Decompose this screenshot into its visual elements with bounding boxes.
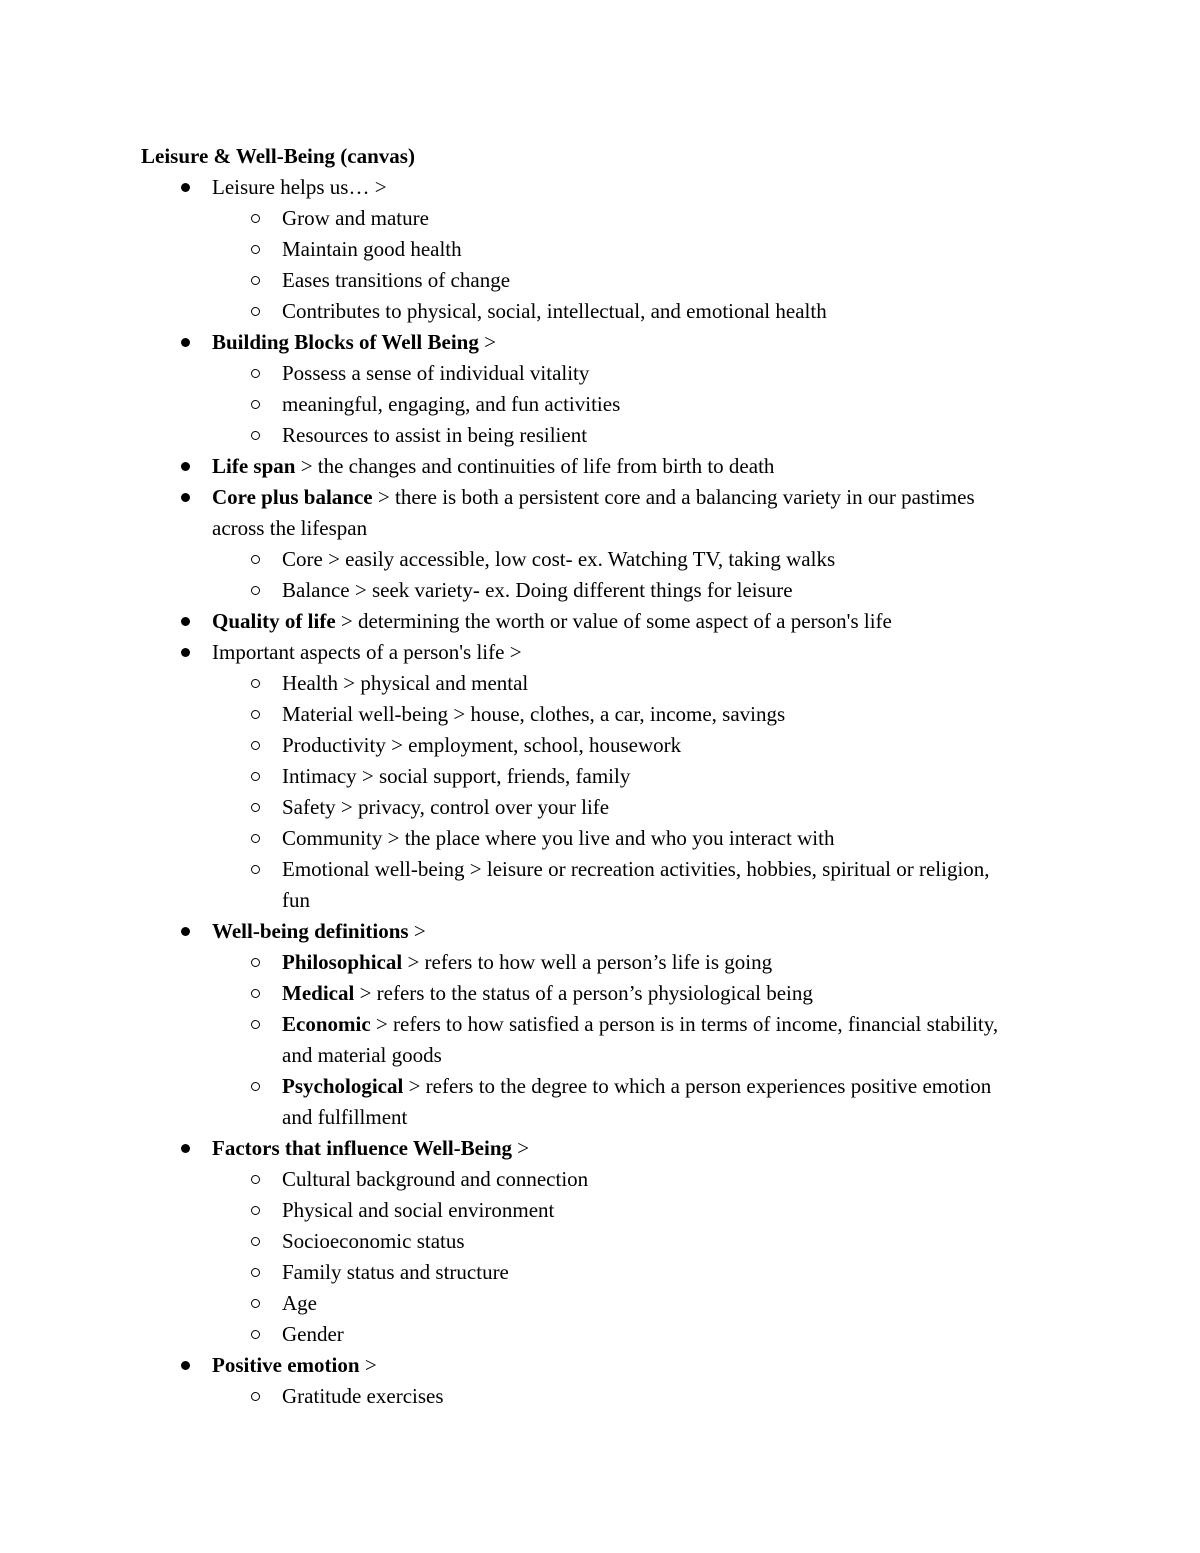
item-text: >: [408, 919, 426, 943]
item-term: Factors that influence Well-Being: [212, 1136, 512, 1160]
sub-list-item: [141, 1257, 1011, 1288]
item-text: > there is both a persistent core and a balancing variety in our pastimes across the lifespan: [212, 485, 975, 540]
hollow-bullet-icon: [251, 834, 260, 843]
hollow-bullet-icon: [251, 1020, 260, 1029]
sub-list-item: [141, 234, 1011, 265]
sub-list-item: [141, 1164, 1011, 1195]
hollow-bullet-icon: [251, 989, 260, 998]
item-text: Contributes to physical, social, intellectual, and emotional health: [282, 299, 827, 323]
hollow-bullet-icon: [251, 214, 260, 223]
list-item: [141, 172, 1011, 203]
filled-bullet-icon: [181, 617, 190, 626]
sub-list-item: [141, 854, 1011, 916]
hollow-bullet-icon: [251, 772, 260, 781]
hollow-bullet-icon: [251, 865, 260, 874]
hollow-bullet-icon: [251, 1392, 260, 1401]
hollow-bullet-icon: [251, 245, 260, 254]
item-text: Family status and structure: [282, 1260, 509, 1284]
hollow-bullet-icon: [251, 710, 260, 719]
list-item: [141, 916, 1011, 947]
list-item: [141, 451, 1011, 482]
sub-list-item: [141, 1381, 1011, 1412]
sub-list-item: [141, 761, 1011, 792]
sub-list-item: [141, 1319, 1011, 1350]
filled-bullet-icon: [181, 493, 190, 502]
item-text: > refers to how well a person’s life is going: [402, 950, 773, 974]
sub-list-item: [141, 420, 1011, 451]
sub-list-item: [141, 730, 1011, 761]
item-text: >: [478, 330, 496, 354]
sub-list-item: [141, 823, 1011, 854]
item-text: Community > the place where you live and who you interact with: [282, 826, 835, 850]
item-text: >: [359, 1353, 377, 1377]
hollow-bullet-icon: [251, 803, 260, 812]
item-term: Core plus balance: [212, 485, 373, 509]
list-item: [141, 327, 1011, 358]
list-item: [141, 606, 1011, 637]
sub-list-item: [141, 575, 1011, 606]
item-term: Well-being definitions: [212, 919, 409, 943]
hollow-bullet-icon: [251, 1175, 260, 1184]
filled-bullet-icon: [181, 338, 190, 347]
item-text: Safety > privacy, control over your life: [282, 795, 610, 819]
notes-list: [141, 172, 1011, 1412]
item-text: > the changes and continuities of life from birth to death: [295, 454, 775, 478]
item-text: Age: [282, 1291, 317, 1315]
item-text: meaningful, engaging, and fun activities: [282, 392, 621, 416]
item-text: Gratitude exercises: [282, 1384, 444, 1408]
list-item: [141, 637, 1011, 668]
list-item: [141, 482, 1011, 544]
item-term: Economic: [282, 1012, 371, 1036]
list-item: [141, 1350, 1011, 1381]
item-text: > refers to the status of a person’s physiological being: [354, 981, 813, 1005]
item-text: Resources to assist in being resilient: [282, 423, 588, 447]
item-text: > refers to how satisfied a person is in terms of income, financial stability, and material goods: [282, 1012, 999, 1067]
document-page: [141, 141, 1011, 1412]
item-text: > refers to the degree to which a person experiences positive emotion and fulfillment: [282, 1074, 992, 1129]
hollow-bullet-icon: [251, 307, 260, 316]
sub-list-item: [141, 1226, 1011, 1257]
item-text: Leisure helps us… >: [212, 175, 387, 199]
list-item: [141, 1133, 1011, 1164]
item-text: Physical and social environment: [282, 1198, 555, 1222]
item-text: Emotional well-being > leisure or recreation activities, hobbies, spiritual or religion, fun: [282, 857, 990, 912]
hollow-bullet-icon: [251, 1082, 260, 1091]
item-text: Productivity > employment, school, housework: [282, 733, 682, 757]
hollow-bullet-icon: [251, 276, 260, 285]
item-text: Maintain good health: [282, 237, 462, 261]
item-term: Building Blocks of Well Being: [212, 330, 479, 354]
hollow-bullet-icon: [251, 958, 260, 967]
sub-list-item: [141, 668, 1011, 699]
sub-list-item: [141, 1288, 1011, 1319]
hollow-bullet-icon: [251, 555, 260, 564]
filled-bullet-icon: [181, 1144, 190, 1153]
item-text: Health > physical and mental: [282, 671, 529, 695]
item-text: Important aspects of a person's life >: [212, 640, 522, 664]
hollow-bullet-icon: [251, 1268, 260, 1277]
sub-list-item: [141, 203, 1011, 234]
item-term: Philosophical: [282, 950, 403, 974]
filled-bullet-icon: [181, 927, 190, 936]
item-text: Possess a sense of individual vitality: [282, 361, 590, 385]
item-text: >: [512, 1136, 530, 1160]
item-text: Socioeconomic status: [282, 1229, 465, 1253]
hollow-bullet-icon: [251, 1237, 260, 1246]
hollow-bullet-icon: [251, 679, 260, 688]
hollow-bullet-icon: [251, 1206, 260, 1215]
sub-list-item: [141, 544, 1011, 575]
sub-list-item: [141, 358, 1011, 389]
item-text: Eases transitions of change: [282, 268, 511, 292]
item-text: Material well-being > house, clothes, a car, income, savings: [282, 702, 786, 726]
hollow-bullet-icon: [251, 369, 260, 378]
item-term: Life span: [212, 454, 296, 478]
hollow-bullet-icon: [251, 586, 260, 595]
sub-list-item: [141, 1071, 1011, 1133]
filled-bullet-icon: [181, 183, 190, 192]
filled-bullet-icon: [181, 1361, 190, 1370]
sub-list-item: [141, 1195, 1011, 1226]
hollow-bullet-icon: [251, 1330, 260, 1339]
hollow-bullet-icon: [251, 400, 260, 409]
hollow-bullet-icon: [251, 1299, 260, 1308]
sub-list-item: [141, 699, 1011, 730]
item-text: Balance > seek variety- ex. Doing different things for leisure: [282, 578, 793, 602]
item-text: Grow and mature: [282, 206, 429, 230]
document-title: Leisure & Well-Being (canvas): [141, 144, 415, 168]
hollow-bullet-icon: [251, 741, 260, 750]
item-text: Core > easily accessible, low cost- ex. Watching TV, taking walks: [282, 547, 836, 571]
item-term: Psychological: [282, 1074, 404, 1098]
filled-bullet-icon: [181, 462, 190, 471]
item-term: Medical: [282, 981, 355, 1005]
sub-list-item: [141, 389, 1011, 420]
item-text: Intimacy > social support, friends, family: [282, 764, 631, 788]
item-term: Quality of life: [212, 609, 336, 633]
sub-list-item: [141, 1009, 1011, 1071]
sub-list-item: [141, 792, 1011, 823]
sub-list-item: [141, 978, 1011, 1009]
hollow-bullet-icon: [251, 431, 260, 440]
item-text: Gender: [282, 1322, 344, 1346]
item-text: Cultural background and connection: [282, 1167, 589, 1191]
sub-list-item: [141, 265, 1011, 296]
item-text: > determining the worth or value of some aspect of a person's life: [335, 609, 892, 633]
item-term: Positive emotion: [212, 1353, 360, 1377]
filled-bullet-icon: [181, 648, 190, 657]
sub-list-item: [141, 296, 1011, 327]
sub-list-item: [141, 947, 1011, 978]
